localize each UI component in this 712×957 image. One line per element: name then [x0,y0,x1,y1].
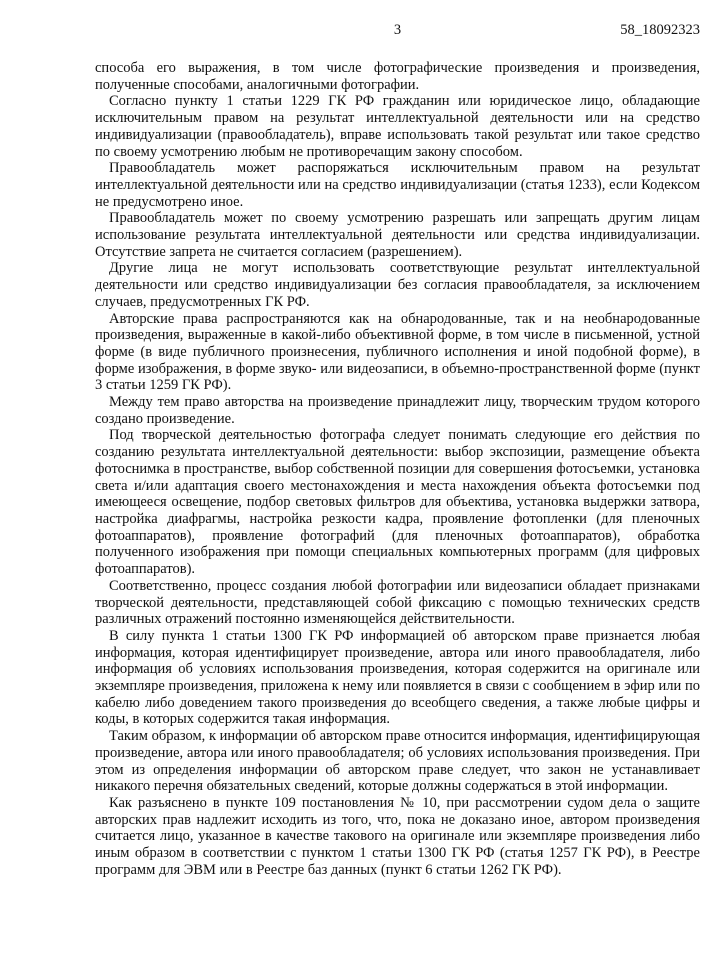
paragraph: Между тем право авторства на произведение принадлежит лицу, творческим трудом которого создано произведение. [95,394,700,427]
paragraph-continuation: способа его выражения, в том числе фотографические произведения и произведения, полученные способами, аналогичными фотографии. [95,60,700,93]
paragraph: Правообладатель может распоряжаться исключительным правом на результат интеллектуальной деятельности или на средство индивидуализации (статья 1233), если Кодексом не предусмотрено иное. [95,160,700,210]
paragraph: Правообладатель может по своему усмотрению разрешать или запрещать другим лицам использование результата интеллектуальной деятельности или средства индивидуализации. Отсутствие запрета не считается согласием (разрешением). [95,210,700,260]
paragraph: В силу пункта 1 статьи 1300 ГК РФ информацией об авторском праве признается любая информация, которая идентифицирует произведение, автора или иного правообладателя, либо информация об условиях использования произведения, которая содержится на оригинале или экземпляре произведения, приложена к нему или появляется в связи с сообщением в эфир или по кабелю либо доведением такого произведения до всеобщего сведения, а также любые цифры и коды, в которых содержится такая информация. [95,627,700,728]
paragraph: Согласно пункту 1 статьи 1229 ГК РФ гражданин или юридическое лицо, обладающие исключительным правом на результат интеллектуальной деятельности или на средство индивидуализации (правообладатель), вправе использовать такой результат или такое средство по своему усмотрению любым не противоречащим закону способом. [95,93,700,160]
paragraph: Как разъяснено в пункте 109 постановления № 10, при рассмотрении судом дела о защите авторских прав надлежит исходить из того, что, пока не доказано иное, автором произведения считается лицо, указанное в качестве такового на оригинале или экземпляре произведения либо иным образом в соответствии с пунктом 1 статьи 1300 ГК РФ (статья 1257 ГК РФ), в Реестре программ для ЭВМ или в Реестре баз данных (пункт 6 статьи 1262 ГК РФ). [95,794,700,878]
page-number: 3 [393,22,402,38]
paragraph: Таким образом, к информации об авторском праве относится информация, идентифицирующая произведение, автора или иного правообладателя; об условиях использования произведения. При этом из определения информации об авторском праве следует, что закон не устанавливает никакого перечня обязательных сведений, которые должны содержаться в этой информации. [95,728,700,795]
document-body [95,60,700,878]
paragraph: Соответственно, процесс создания любой фотографии или видеозаписи обладает признаками творческой деятельности, представляющей собой фиксацию с помощью технических средств различных отражений постоянно изменяющейся действительности. [95,577,700,628]
paragraph: Другие лица не могут использовать соответствующие результат интеллектуальной деятельности или средство индивидуализации без согласия правообладателя, за исключением случаев, предусмотренных ГК РФ. [95,260,700,310]
page-header [95,22,700,42]
paragraph: Авторские права распространяются как на обнародованные, так и на необнародованные произведения, выраженные в какой-либо объективной форме, в том числе в письменной, устной форме (в виде публичного произнесения, публичного исполнения и иной подобной форме), в форме изображения, в форме звуко- или видеозаписи, в объемно-пространственной форме (пункт 3 статьи 1259 ГК РФ). [95,310,700,394]
paragraph: Под творческой деятельностью фотографа следует понимать следующие его действия по созданию результата интеллектуальной деятельности: выбор экспозиции, размещение объекта фотоснимка в пространстве, выбор собственной позиции для совершения фотосъемки, установка света и/или адаптация своего местонахождения и места нахождения объекта фотосъемки под имеющееся освещение, подбор световых фильтров для объектива, установка выдержки затвора, настройка диафрагмы, настройка резкости кадра, проявление фотопленки (для пленочных фотоаппаратов), проявление фотографий (для пленочных фотоаппаратов), обработка полученного изображения при помощи специальных компьютерных программ (для цифровых фотоаппаратов). [95,427,700,578]
case-number: 58_18092323 [620,22,700,38]
